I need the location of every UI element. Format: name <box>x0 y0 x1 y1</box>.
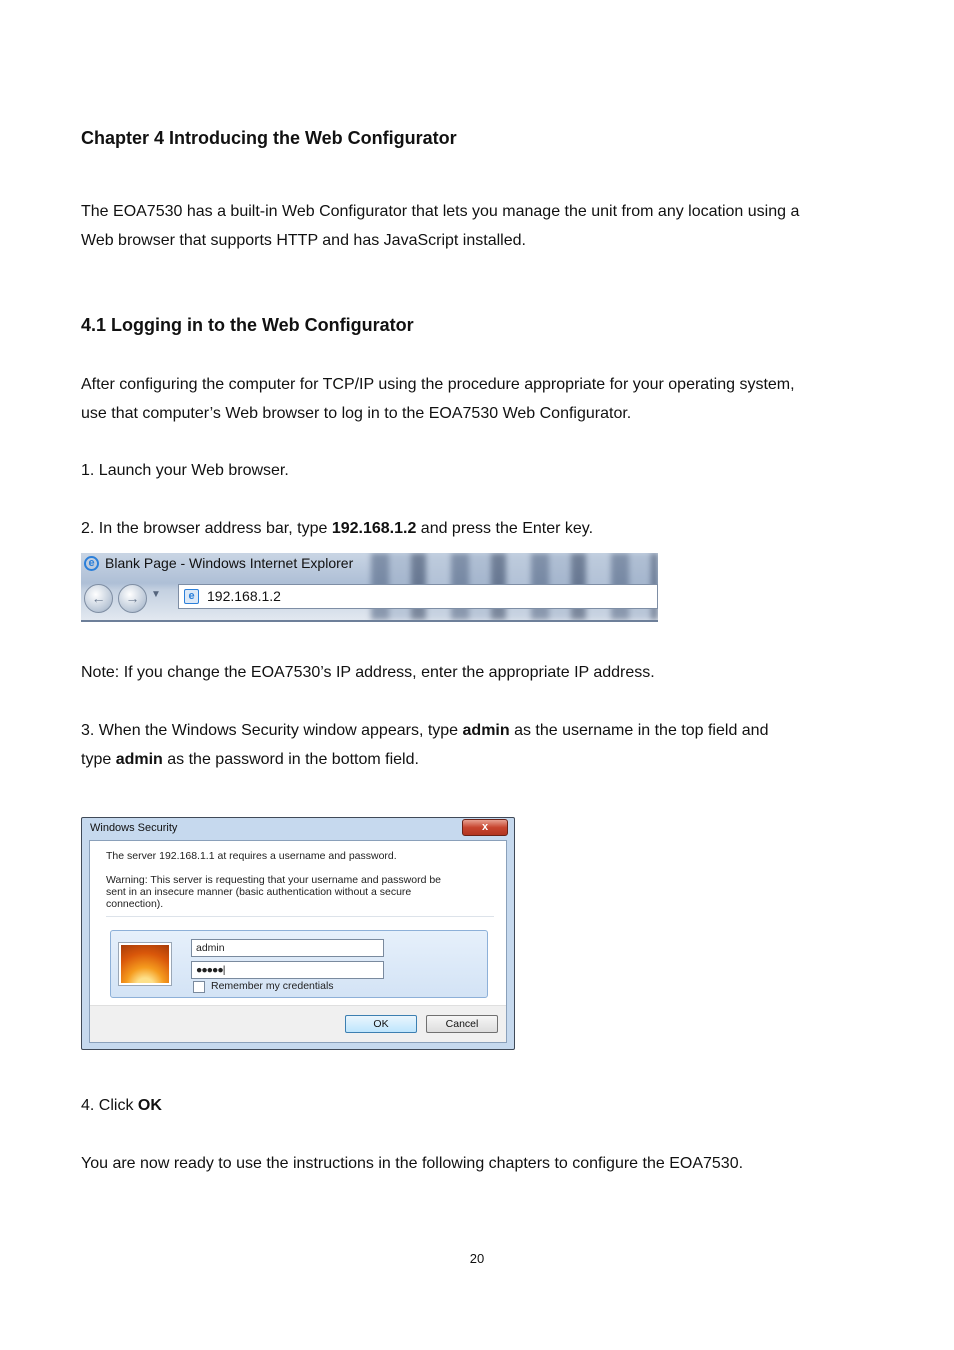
step-2-address: 192.168.1.2 <box>331 520 417 537</box>
step-3-line-2 <box>81 745 881 774</box>
section-intro-line-1: After configuring the computer for TCP/IP using the procedure appropriate for your operating system, <box>81 376 795 393</box>
step-3-line-1 <box>81 716 881 745</box>
note: Note: If you change the EOA7530’s IP address, enter the appropriate IP address. <box>81 664 655 681</box>
browser-title: Blank Page - Windows Internet Explorer <box>105 555 354 571</box>
section-heading: 4.1 Logging in to the Web Configurator <box>81 315 414 335</box>
remember-label: Remember my credentials <box>211 980 334 992</box>
section-intro-paragraph <box>81 370 881 428</box>
step-3 <box>81 716 881 774</box>
close-icon[interactable]: x <box>462 819 508 836</box>
address-bar[interactable] <box>178 584 658 609</box>
section-intro-line-2: use that computer’s Web browser to log in to the EOA7530 Web Configurator. <box>81 405 632 422</box>
dialog-body <box>89 840 507 1043</box>
step-2-suffix: and press the Enter key. <box>416 520 594 537</box>
dialog-warning-line-3: connection). <box>106 898 164 910</box>
address-input[interactable]: 192.168.1.2 <box>207 588 281 604</box>
dialog-warning-line-2: sent in an insecure manner (basic authentication without a secure <box>106 886 412 898</box>
step-1: 1. Launch your Web browser. <box>81 462 289 479</box>
page-number: 20 <box>469 1251 485 1266</box>
step-4-prefix: 4. Click <box>81 1097 138 1114</box>
internet-explorer-icon: e <box>84 556 99 571</box>
page-icon: e <box>184 589 199 604</box>
cancel-button[interactable]: Cancel <box>426 1015 498 1033</box>
divider <box>106 916 494 917</box>
ok-button[interactable]: OK <box>345 1015 417 1033</box>
chevron-down-icon[interactable]: ▼ <box>151 589 161 600</box>
closing-paragraph: You are now ready to use the instructions in the following chapters to configure the EOA7530. <box>81 1155 744 1172</box>
step-4 <box>81 1091 881 1120</box>
dialog-warning <box>106 874 496 910</box>
dialog-title: Windows Security <box>90 822 178 834</box>
step-3-username: admin <box>462 722 510 739</box>
windows-security-dialog <box>81 817 515 1050</box>
dialog-button-bar <box>90 1005 506 1042</box>
dialog-message: The server 192.168.1.1 at requires a username and password. <box>106 850 397 862</box>
forward-arrow-icon[interactable]: → <box>118 584 147 613</box>
user-avatar-icon <box>119 943 171 985</box>
browser-window-screenshot <box>81 553 658 622</box>
step-3-text-b: as the username in the top field and <box>509 722 769 739</box>
step-3-text-c: type <box>81 751 116 768</box>
credentials-panel <box>110 930 488 998</box>
intro-paragraph <box>81 197 881 255</box>
step-3-text-d: as the password in the bottom field. <box>162 751 419 768</box>
step-2-prefix: 2. In the browser address bar, type <box>81 520 332 537</box>
step-2 <box>81 514 881 543</box>
dialog-warning-line-1: Warning: This server is requesting that your username and password be <box>106 874 442 886</box>
step-3-text-a: 3. When the Windows Security window appears, type <box>81 722 463 739</box>
step-3-password: admin <box>115 751 163 768</box>
password-input[interactable]: ●●●●●| <box>191 961 384 979</box>
intro-line-1: The EOA7530 has a built-in Web Configurator that lets you manage the unit from any location using a <box>81 203 800 220</box>
username-input[interactable]: admin <box>191 939 384 957</box>
remember-checkbox[interactable] <box>193 981 205 993</box>
step-4-ok: OK <box>137 1097 162 1114</box>
back-arrow-icon[interactable]: ← <box>84 584 113 613</box>
chapter-heading: Chapter 4 Introducing the Web Configurator <box>81 128 457 148</box>
intro-line-2: Web browser that supports HTTP and has JavaScript installed. <box>81 232 526 249</box>
